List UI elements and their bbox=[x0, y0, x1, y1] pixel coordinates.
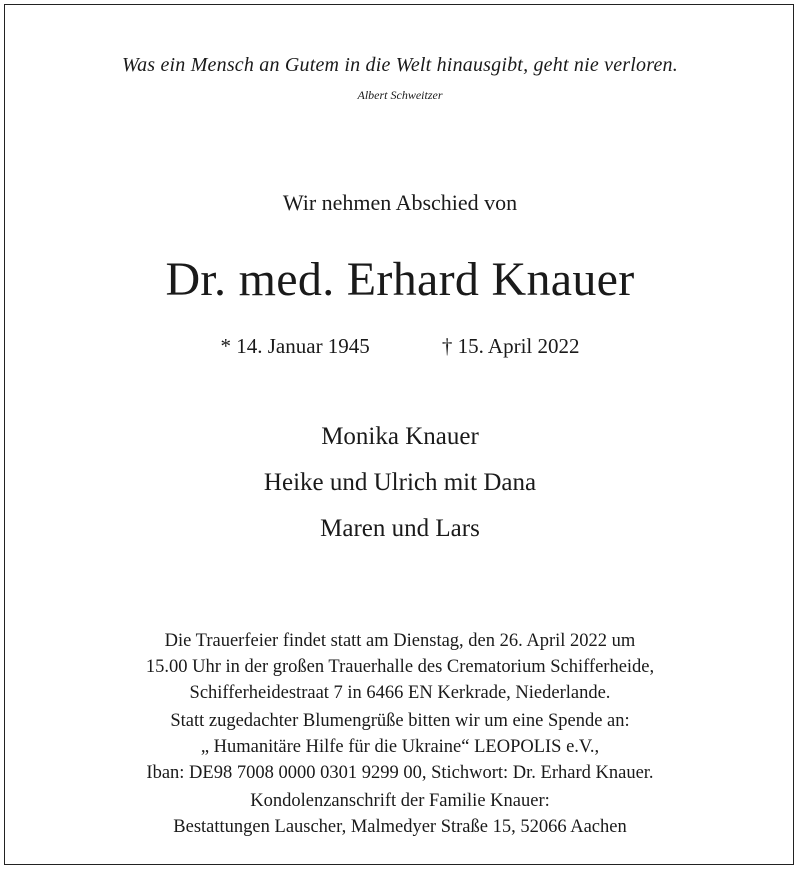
deceased-name: Dr. med. Erhard Knauer bbox=[165, 253, 635, 306]
intro-text: Wir nehmen Abschied von bbox=[282, 190, 518, 215]
donation-info bbox=[0, 708, 800, 786]
mourner-line: Monika Knauer bbox=[321, 423, 479, 450]
ceremony-line: Die Trauerfeier findet statt am Dienstag, den 26. April 2022 um bbox=[164, 631, 636, 651]
condolence-line: Bestattungen Lauscher, Malmedyer Straße 15, 52066 Aachen bbox=[173, 817, 627, 837]
mourner-line: Heike und Ulrich mit Dana bbox=[263, 469, 537, 496]
ceremony-line: 15.00 Uhr in der großen Trauerhalle des Crematorium Schifferheide, bbox=[145, 657, 655, 677]
ceremony-info bbox=[0, 628, 800, 706]
ceremony-line: Schifferheidestraat 7 in 6466 EN Kerkrade, Niederlande. bbox=[189, 683, 611, 703]
mourners-list bbox=[0, 414, 800, 552]
birth-date: * 14. Januar 1945 bbox=[220, 334, 370, 358]
donation-line: „ Humanitäre Hilfe für die Ukraine“ LEOPOLIS e.V., bbox=[200, 737, 600, 757]
quote-text: Was ein Mensch an Gutem in die Welt hinausgibt, geht nie verloren. bbox=[122, 54, 678, 76]
donation-line: Statt zugedachter Blumengrüße bitten wir um eine Spende an: bbox=[170, 711, 630, 731]
death-date: † 15. April 2022 bbox=[441, 334, 580, 358]
quote-author: Albert Schweitzer bbox=[357, 88, 443, 102]
life-dates bbox=[0, 334, 800, 359]
notice-details bbox=[0, 628, 800, 842]
condolence-info bbox=[0, 788, 800, 840]
mourner-line: Maren und Lars bbox=[320, 515, 480, 542]
donation-line: Iban: DE98 7008 0000 0301 9299 00, Stichwort: Dr. Erhard Knauer. bbox=[146, 763, 654, 783]
condolence-line: Kondolenzanschrift der Familie Knauer: bbox=[250, 791, 550, 811]
